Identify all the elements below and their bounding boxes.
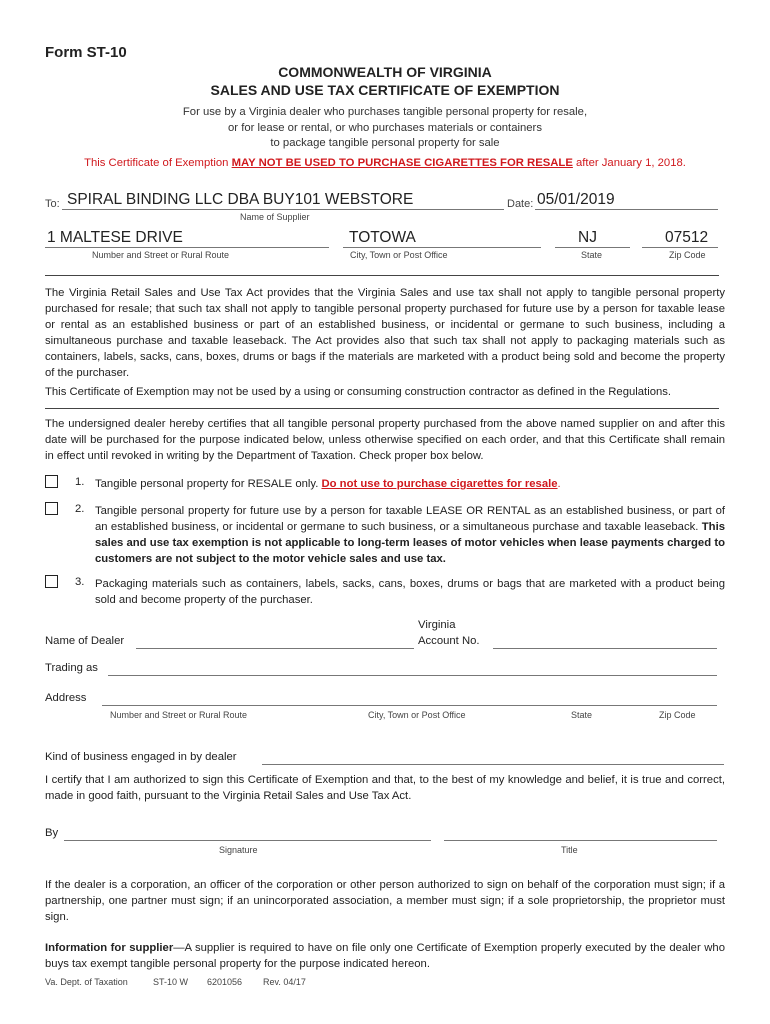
certify-sign-paragraph: I certify that I am authorized to sign this Certificate of Exemption and that, to the best of my knowledge and belief, it is true and correct, made in good faith, pursuant to the Virginia Retail Sales and Use Tax Act.	[45, 774, 725, 802]
kind-of-business-field[interactable]	[262, 764, 724, 765]
supplier-zip-line	[642, 247, 718, 248]
title-line-1: COMMONWEALTH OF VIRGINIA	[278, 64, 492, 80]
supplier-info-bold: Information for supplier	[45, 942, 174, 954]
option-2-bold: This sales and use tax exemption is not applicable to long-term leases of motor vehicles when lease payments charged to customers are not subject to the motor vehicle sales and use tax.	[95, 521, 725, 565]
title-field[interactable]	[444, 840, 717, 841]
dealer-city-caption: City, Town or Post Office	[368, 710, 466, 720]
cigarette-warning	[0, 157, 770, 169]
contractor-paragraph: This Certificate of Exemption may not be used by a using or consuming construction contractor as defined in the Regulations.	[45, 386, 672, 398]
divider-1	[45, 275, 719, 276]
signature-caption: Signature	[219, 845, 258, 855]
option-1-note-end: .	[557, 478, 561, 490]
trading-as-field[interactable]	[108, 675, 717, 676]
supplier-zip-caption: Zip Code	[669, 250, 706, 260]
footer-code: 6201056	[207, 977, 243, 987]
act-paragraph: The Virginia Retail Sales and Use Tax Act provides that the Virginia Sales and use tax shall not apply to tangible personal property purchased for resale; that such tax shall not apply to tangible personal property purchased for future use by a person for taxable lease or rental as an established business or part of an established business, or incidental or germane to such business, including a simultaneous purchase and taxable leaseback. The Act provides also that such tax shall not apply to packaging materials such as containers, labels, sacks, cans, boxes, drums or bags if the materials are marketed with a product being sold and become the property of the purchaser.	[45, 287, 725, 379]
date-line	[535, 209, 718, 210]
supplier-zip-field[interactable]: 07512	[665, 229, 709, 246]
dealer-name-label: Name of Dealer	[45, 635, 125, 647]
option-1-note: Do not use to purchase cigarettes for resale	[321, 478, 558, 490]
address-label: Address	[45, 692, 87, 704]
warning-pre: This Certificate of Exemption	[84, 157, 232, 169]
resale-checkbox[interactable]	[45, 475, 58, 488]
kind-of-business-label: Kind of business engaged in by dealer	[45, 751, 237, 763]
supplier-state-field[interactable]: NJ	[578, 229, 597, 246]
title-line-2: SALES AND USE TAX CERTIFICATE OF EXEMPTION	[210, 82, 560, 98]
signature-field[interactable]	[64, 840, 431, 841]
supplier-name-field[interactable]: SPIRAL BINDING LLC DBA BUY101 WEBSTORE	[67, 191, 414, 208]
option-3-number: 3.	[75, 576, 85, 588]
footer-rev: Rev. 04/17	[263, 977, 306, 987]
subtitle-line-1: For use by a Virginia dealer who purchases tangible personal property for resale,	[182, 106, 588, 118]
option-1-text	[95, 476, 725, 492]
supplier-info-paragraph	[45, 940, 725, 972]
subtitle-line-3: to package tangible personal property for sale	[270, 137, 500, 149]
certify-paragraph: The undersigned dealer hereby certifies that all tangible personal property purchased from the above named supplier on and after this date will be purchased for the purpose indicated below, unless otherwise specified on each order, and that this Certificate shall remain in effect until revoked in writing by the Department of Taxation. Check proper box below.	[45, 418, 725, 462]
lease-rental-checkbox[interactable]	[45, 502, 58, 515]
warning-post: after January 1, 2018.	[572, 157, 686, 169]
supplier-street-field[interactable]: 1 MALTESE DRIVE	[47, 229, 183, 246]
warning-bold: MAY NOT BE USED TO PURCHASE CIGARETTES FOR RESALE	[231, 157, 573, 169]
option-2-text	[95, 503, 725, 567]
trading-as-label: Trading as	[45, 662, 98, 674]
supplier-state-line	[555, 247, 630, 248]
divider-2	[45, 408, 719, 409]
supplier-state-caption: State	[581, 250, 603, 260]
dealer-street-caption: Number and Street or Rural Route	[110, 710, 248, 720]
option-2-label: Tangible personal property for future use by a person for taxable LEASE OR RENTAL as an established business, or part of an established business, or incidental or germane to such business, or a simultaneous purchase and taxable leaseback.	[95, 505, 725, 533]
supplier-info-text: —A supplier is required to have on file only one Certificate of Exemption properly executed by the dealer who buys tax exempt tangible personal property for the purpose indicated hereon.	[45, 942, 725, 970]
supplier-name-line	[62, 209, 504, 210]
footer-form: ST-10 W	[153, 977, 189, 987]
account-label-1: Virginia	[418, 619, 456, 631]
to-label: To:	[45, 198, 60, 210]
date-field[interactable]: 05/01/2019	[537, 191, 615, 208]
supplier-city-caption: City, Town or Post Office	[350, 250, 448, 260]
supplier-street-line	[45, 247, 329, 248]
who-signs-paragraph: If the dealer is a corporation, an officer of the corporation or other person authorized to sign on behalf of the corporation must sign; if a partnership, one partner must sign; if an unincorporated association, a member must sign; if a sole proprietorship, the proprietor must sign.	[45, 879, 725, 923]
dealer-zip-caption: Zip Code	[659, 710, 696, 720]
account-number-field[interactable]	[493, 648, 717, 649]
option-3-text: Packaging materials such as containers, labels, sacks, cans, boxes, drums or bags that are marketed with a product being sold and become property of the purchaser.	[95, 578, 725, 606]
title-caption: Title	[561, 845, 578, 855]
account-label-2: Account No.	[418, 635, 480, 647]
subtitle-line-2: or for lease or rental, or who purchases materials or containers	[228, 122, 542, 134]
option-2-number: 2.	[75, 503, 85, 515]
option-1-label: Tangible personal property for RESALE only.	[95, 478, 319, 490]
form-id: Form ST-10	[45, 44, 127, 61]
supplier-city-field[interactable]: TOTOWA	[349, 229, 416, 246]
footer-dept: Va. Dept. of Taxation	[45, 977, 128, 987]
date-label: Date:	[507, 198, 534, 210]
supplier-street-caption: Number and Street or Rural Route	[92, 250, 230, 260]
dealer-state-caption: State	[571, 710, 593, 720]
by-label: By	[45, 827, 59, 839]
address-field[interactable]	[102, 705, 717, 706]
packaging-checkbox[interactable]	[45, 575, 58, 588]
option-1-number: 1.	[75, 476, 85, 488]
supplier-city-line	[343, 247, 541, 248]
supplier-name-caption: Name of Supplier	[240, 212, 310, 222]
dealer-name-field[interactable]	[136, 648, 414, 649]
